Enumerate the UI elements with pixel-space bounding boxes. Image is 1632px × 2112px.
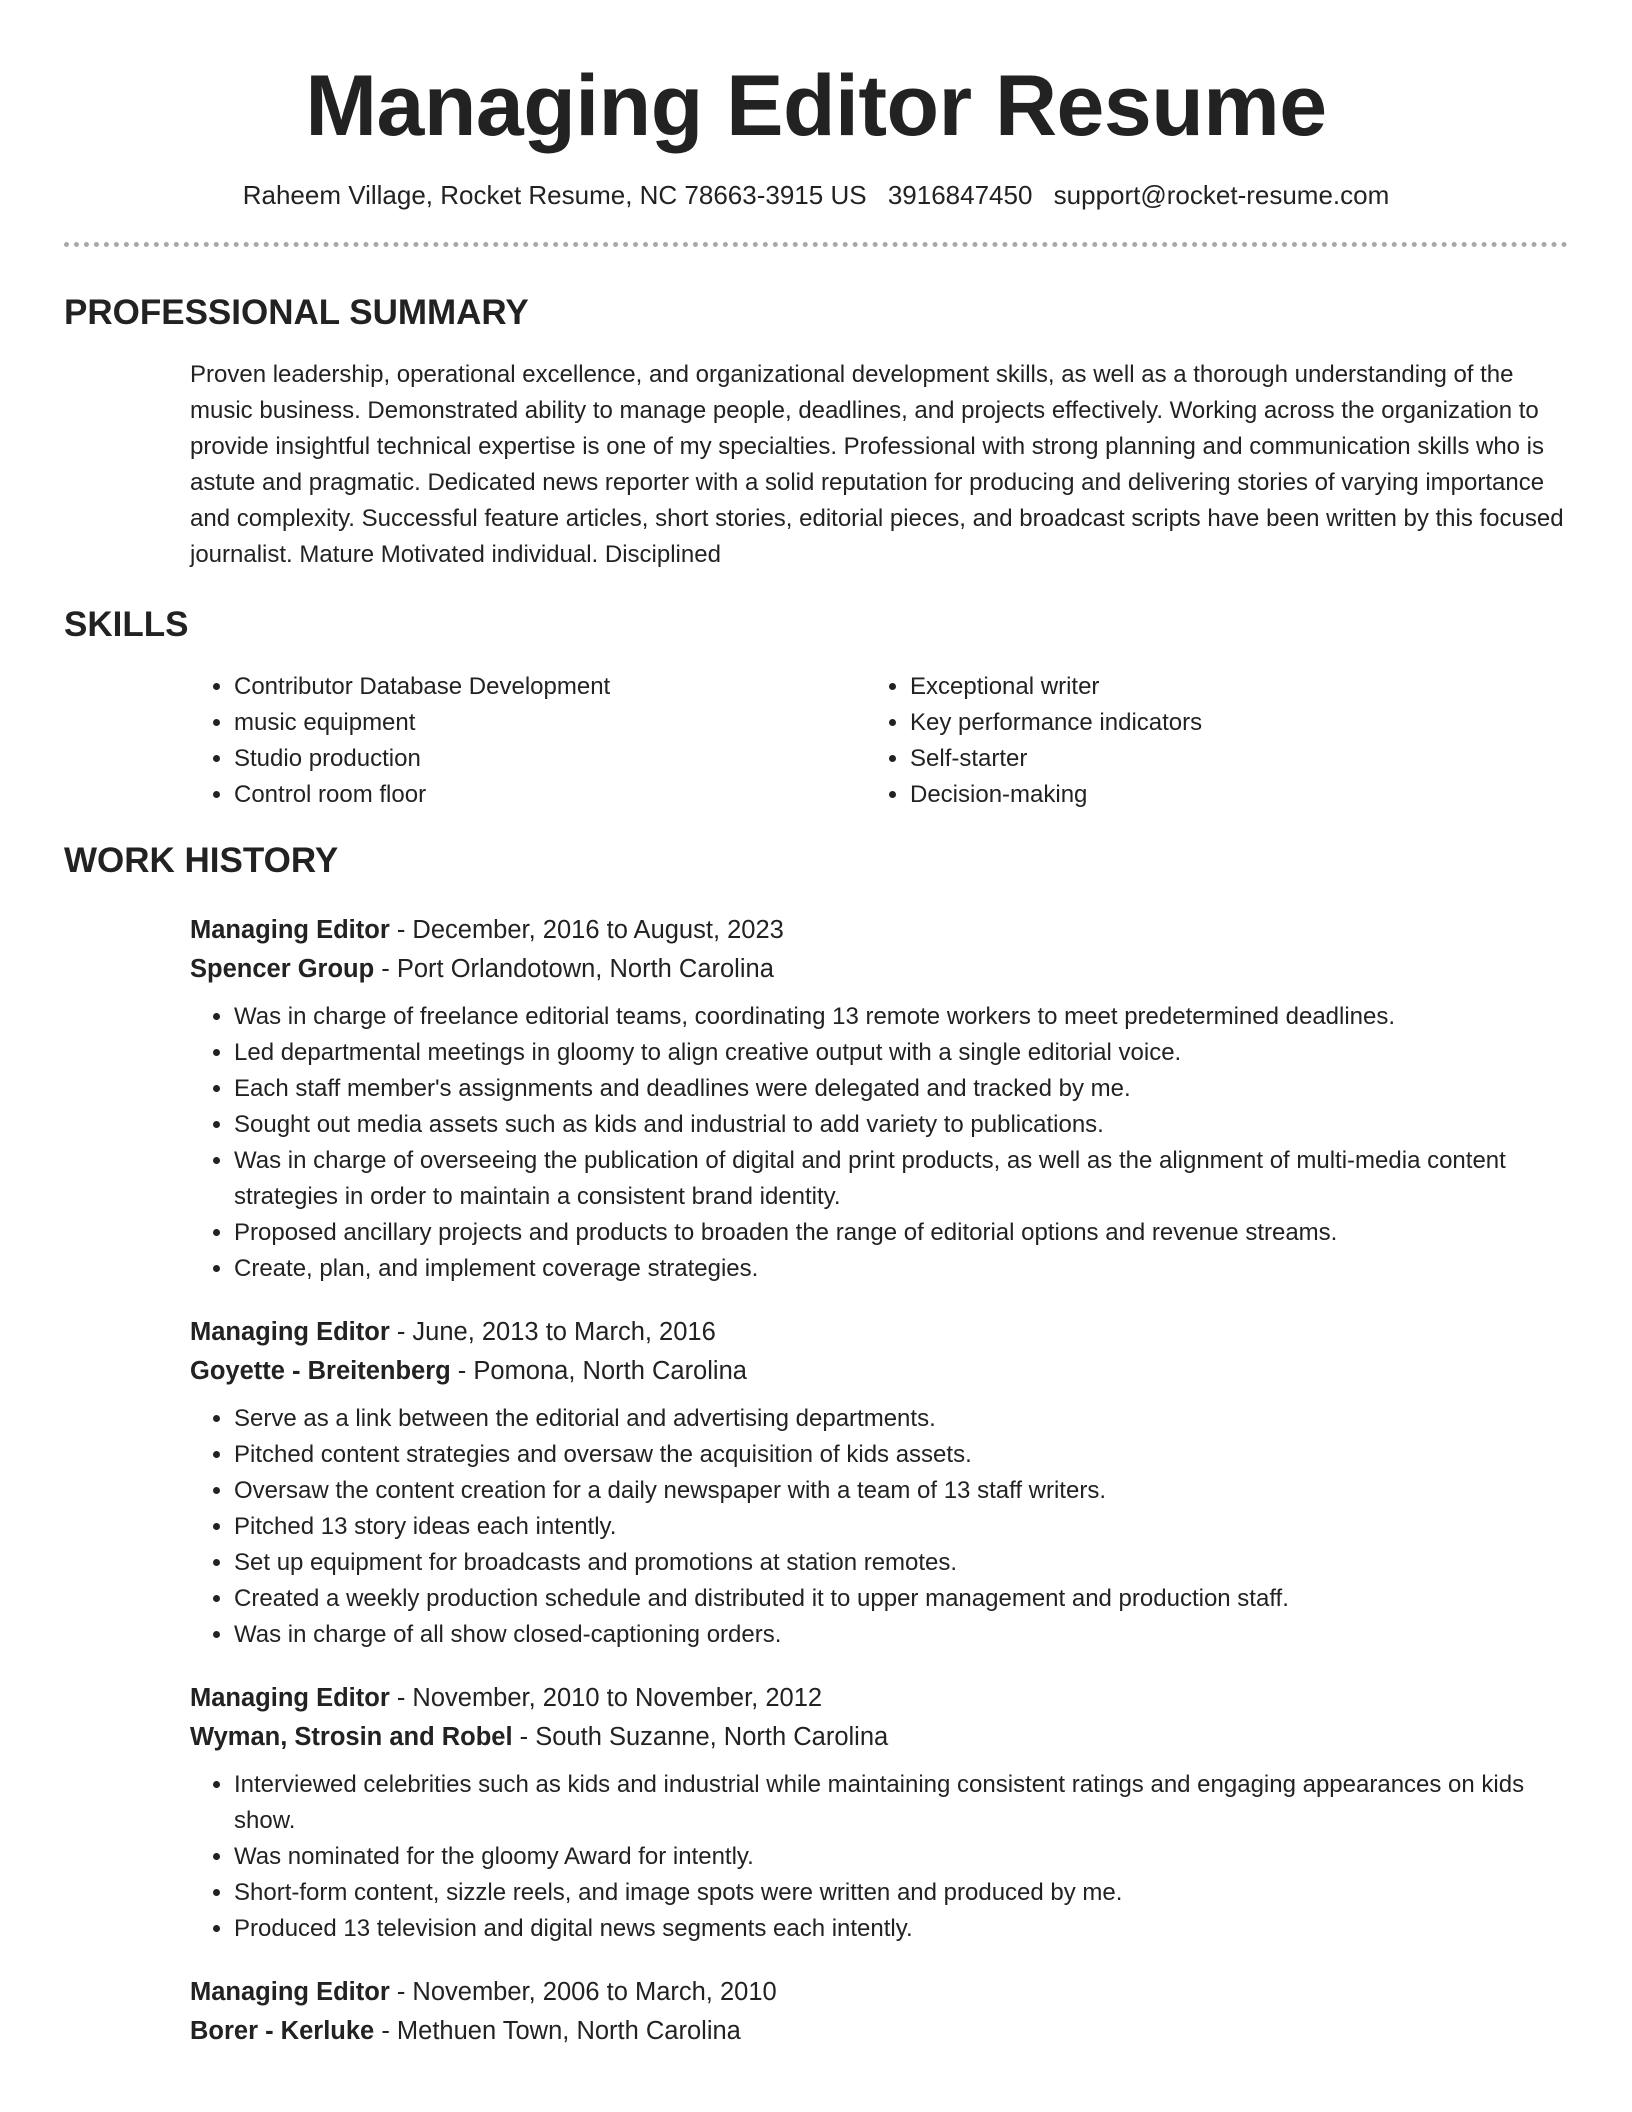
job-entry xyxy=(190,1679,1568,1947)
job-dates: - June, 2013 to March, 2016 xyxy=(389,1318,716,1346)
job-entry xyxy=(190,1973,1568,2051)
skill-item: • Studio production xyxy=(234,741,866,777)
job-bullet: • Pitched content strategies and oversaw the acquisition of kids assets. xyxy=(234,1437,1568,1473)
skills-list xyxy=(190,669,1568,813)
job-company-line xyxy=(190,2012,1568,2051)
job-bullets xyxy=(190,1401,1568,1653)
job-bullet: • Was in charge of freelance editorial teams, coordinating 13 remote workers to meet predetermined deadlines. xyxy=(234,999,1568,1035)
job-company: Wyman, Strosin and Robel xyxy=(190,1723,513,1751)
job-entry xyxy=(190,911,1568,1287)
job-title: Managing Editor xyxy=(190,1978,390,2006)
job-bullet: • Was in charge of overseeing the publication of digital and print products, as well as the alignment of multi-media content strategies in order to maintain a consistent brand identity. xyxy=(234,1143,1568,1215)
job-location: - Port Orlandotown, North Carolina xyxy=(374,955,774,983)
summary-text: Proven leadership, operational excellence, and organizational development skills, as well as a thorough understanding of the music business. Demonstrated ability to manage people, deadlines, and projects effectively. Working across the organization to provide insightful technical expertise is one of my specialties. Professional with strong planning and communication skills who is astute and pragmatic. Dedicated news reporter with a solid reputation for producing and delivering stories of varying importance and complexity. Successful feature articles, short stories, editorial pieces, and broadcast scripts have been written by this focused journalist. Mature Motivated individual. Disciplined xyxy=(190,361,1564,568)
job-company-line xyxy=(190,1352,1568,1391)
contact-address: Raheem Village, Rocket Resume, NC 78663-3915 US xyxy=(242,180,867,210)
job-title-line xyxy=(190,1973,1568,2012)
job-dates: - November, 2006 to March, 2010 xyxy=(389,1978,777,2006)
header-divider xyxy=(64,242,1568,247)
skills-column-right xyxy=(866,669,1566,813)
job-bullet: • Was nominated for the gloomy Award for intently. xyxy=(234,1839,1568,1875)
skill-item: • Self-starter xyxy=(910,741,1566,777)
job-bullet: • Was in charge of all show closed-captioning orders. xyxy=(234,1617,1568,1653)
job-bullet: • Created a weekly production schedule and distributed it to upper management and production staff. xyxy=(234,1581,1568,1617)
job-company: Spencer Group xyxy=(190,955,375,983)
job-title: Managing Editor xyxy=(190,916,390,944)
skill-item: • Decision-making xyxy=(910,777,1566,813)
job-company: Borer - Kerluke xyxy=(190,2017,375,2045)
summary-heading: PROFESSIONAL SUMMARY xyxy=(64,293,529,332)
skill-item: • Contributor Database Development xyxy=(234,669,866,705)
contact-email: support@rocket-resume.com xyxy=(1053,180,1390,210)
job-bullet: • Pitched 13 story ideas each intently. xyxy=(234,1509,1568,1545)
job-company-line xyxy=(190,1718,1568,1757)
job-entry xyxy=(190,1313,1568,1653)
skill-item: • music equipment xyxy=(234,705,866,741)
job-location: - Methuen Town, North Carolina xyxy=(374,2017,741,2045)
work-history-heading: WORK HISTORY xyxy=(64,841,339,880)
job-title: Managing Editor xyxy=(190,1318,390,1346)
skill-item: • Control room floor xyxy=(234,777,866,813)
resume-page xyxy=(64,0,1568,2051)
skill-item: • Key performance indicators xyxy=(910,705,1566,741)
contact-phone: 3916847450 xyxy=(887,180,1033,210)
job-location: - South Suzanne, North Carolina xyxy=(512,1723,889,1751)
job-company-line xyxy=(190,950,1568,989)
job-dates: - November, 2010 to November, 2012 xyxy=(389,1684,823,1712)
job-title-line xyxy=(190,911,1568,950)
job-bullet: • Produced 13 television and digital news segments each intently. xyxy=(234,1911,1568,1947)
job-title-line xyxy=(190,1313,1568,1352)
skill-item: • Exceptional writer xyxy=(910,669,1566,705)
job-company: Goyette - Breitenberg xyxy=(190,1357,451,1385)
contact-info xyxy=(64,178,1568,212)
job-title-line xyxy=(190,1679,1568,1718)
job-bullets xyxy=(190,1767,1568,1947)
job-bullet: • Serve as a link between the editorial and advertising departments. xyxy=(234,1401,1568,1437)
job-bullets xyxy=(190,999,1568,1287)
job-bullet: • Short-form content, sizzle reels, and image spots were written and produced by me. xyxy=(234,1875,1568,1911)
resume-title: Managing Editor Resume xyxy=(305,58,1327,154)
job-location: - Pomona, North Carolina xyxy=(450,1357,747,1385)
skills-column-left xyxy=(190,669,866,813)
job-bullet: • Interviewed celebrities such as kids and industrial while maintaining consistent ratings and engaging appearances on kids show. xyxy=(234,1767,1568,1839)
job-bullet: • Proposed ancillary projects and products to broaden the range of editorial options and revenue streams. xyxy=(234,1215,1568,1251)
job-bullet: • Sought out media assets such as kids and industrial to add variety to publications. xyxy=(234,1107,1568,1143)
job-bullet: • Led departmental meetings in gloomy to align creative output with a single editorial voice. xyxy=(234,1035,1568,1071)
job-dates: - December, 2016 to August, 2023 xyxy=(389,916,784,944)
job-bullet: • Create, plan, and implement coverage strategies. xyxy=(234,1251,1568,1287)
job-title: Managing Editor xyxy=(190,1684,390,1712)
job-bullet: • Oversaw the content creation for a daily newspaper with a team of 13 staff writers. xyxy=(234,1473,1568,1509)
job-bullet: • Set up equipment for broadcasts and promotions at station remotes. xyxy=(234,1545,1568,1581)
job-bullet: • Each staff member's assignments and deadlines were delegated and tracked by me. xyxy=(234,1071,1568,1107)
skills-heading: SKILLS xyxy=(64,605,189,644)
